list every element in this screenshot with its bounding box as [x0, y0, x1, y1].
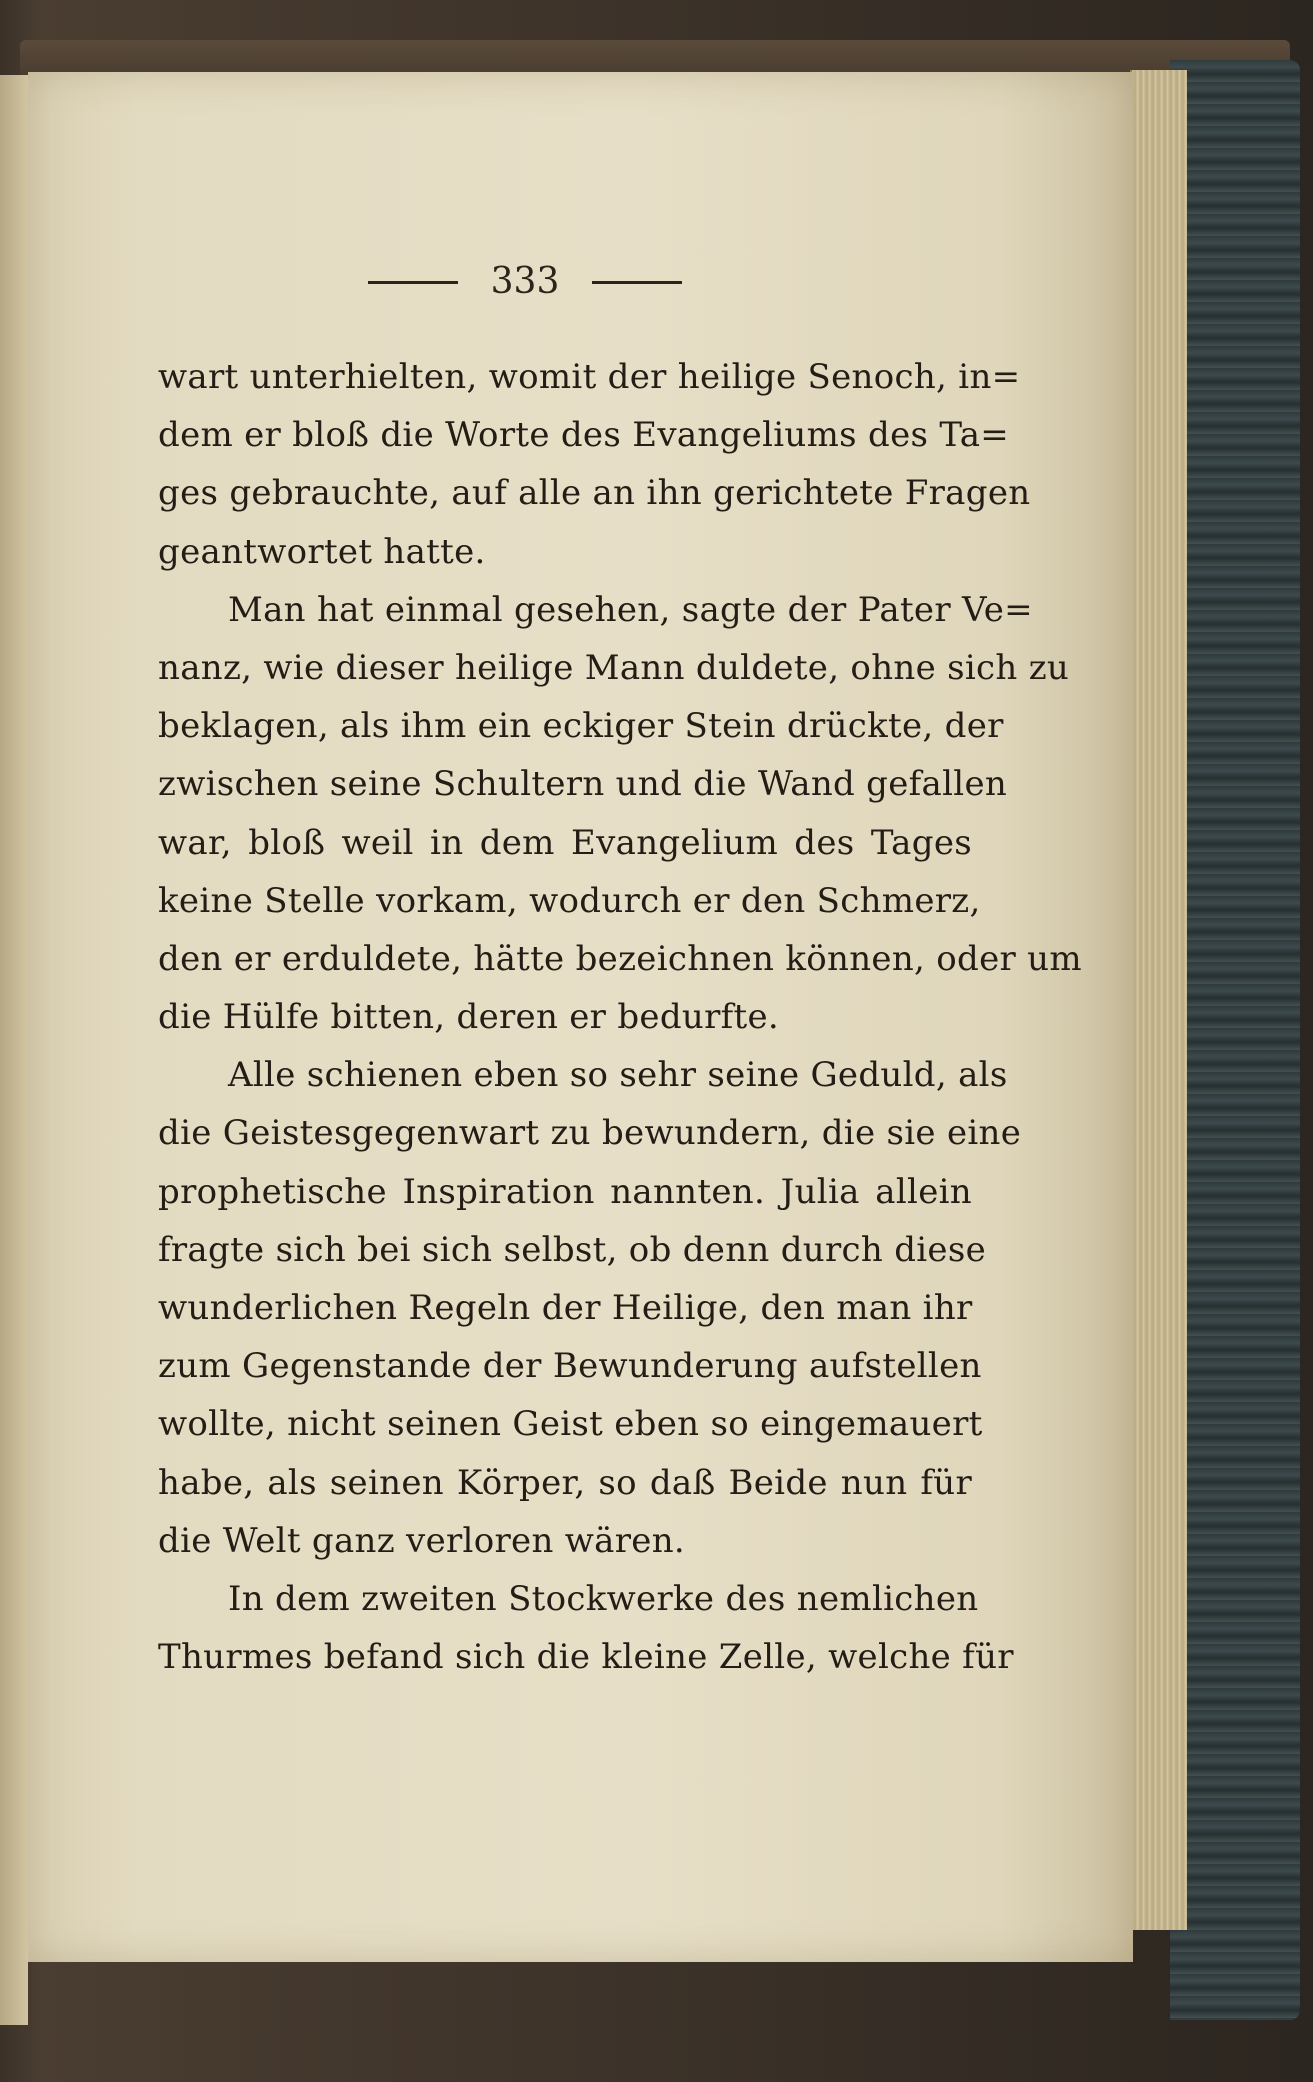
text-line: beklagen, als ihm ein eckiger Stein drückte, der: [158, 706, 1004, 747]
page-header: [360, 262, 690, 302]
text-line: geantwortet hatte.: [158, 531, 486, 572]
text-line: keine Stelle vorkam, wodurch er den Schmerz,: [158, 880, 981, 921]
text-line: nanz, wie dieser heilige Mann duldete, ohne sich zu: [158, 647, 1070, 688]
text-line: Thurmes befand sich die kleine Zelle, welche für: [158, 1637, 1014, 1678]
header-rule-right: [592, 281, 682, 284]
page-number: 333: [490, 261, 560, 302]
book-cover-spine: [1170, 60, 1300, 2020]
text-line: fragte sich bei sich selbst, ob denn durch diese: [158, 1229, 987, 1270]
text-line: prophetische Inspiration nannten. Julia allein: [158, 1171, 972, 1212]
paragraph-first-line: Alle schienen eben so sehr seine Geduld, als: [228, 1055, 1008, 1096]
text-line: habe, als seinen Körper, so daß Beide nun für: [158, 1462, 972, 1503]
text-line: zwischen seine Schultern und die Wand gefallen: [158, 764, 1008, 805]
text-line: war, bloß weil in dem Evangelium des Tages: [158, 822, 972, 863]
text-line: die Geistesgegenwart zu bewundern, die sie eine: [158, 1113, 1022, 1154]
page-body-text: [158, 348, 1082, 1686]
text-line: zum Gegenstande der Bewunderung aufstellen: [158, 1346, 982, 1387]
text-line: die Hülfe bitten, deren er bedurfte.: [158, 997, 780, 1038]
header-rule-left: [368, 281, 458, 284]
text-line: dem er bloß die Worte des Evangeliums des Ta=: [158, 415, 1010, 456]
paragraph-first-line: Man hat einmal gesehen, sagte der Pater Ve=: [228, 589, 1033, 630]
text-line: wollte, nicht seinen Geist eben so eingemauert: [158, 1404, 983, 1445]
text-line: wunderlichen Regeln der Heilige, den man ihr: [158, 1288, 973, 1328]
page-edges: [1130, 70, 1187, 1930]
text-line: ges gebrauchte, auf alle an ihn gerichtete Fragen: [158, 473, 1031, 514]
previous-page-edge: [0, 75, 28, 2025]
text-line: den er erduldete, hätte bezeichnen können, oder um: [158, 938, 1082, 979]
paragraph-first-line: In dem zweiten Stockwerke des nemlichen: [228, 1578, 979, 1619]
text-line: die Welt ganz verloren wären.: [158, 1520, 686, 1561]
text-line: wart unterhielten, womit der heilige Senoch, in=: [158, 357, 1021, 397]
